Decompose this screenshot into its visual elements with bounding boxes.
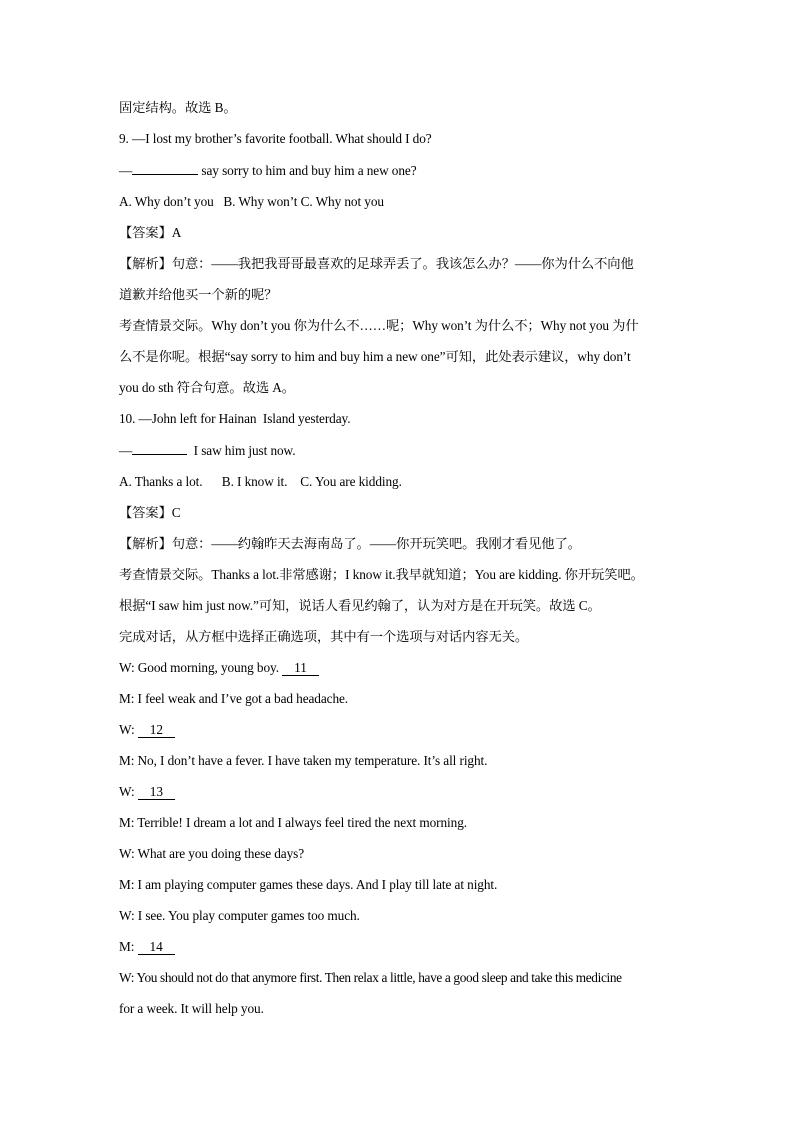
answer-blank (132, 160, 198, 175)
question-10-options: A. Thanks a lot. B. I know it. C. You are kidding. (119, 474, 402, 489)
blank-12: 12 (138, 722, 175, 738)
question-9-analysis: 【解析】句意：——我把我哥哥最喜欢的足球弄丢了。我该怎么办？——你为什么不向他 (119, 256, 634, 271)
question-9-options: A. Why don’t you B. Why won’t C. Why not you (119, 194, 384, 209)
dialogue-line (119, 658, 681, 678)
reply-text: say sorry to him and buy him a new one? (198, 163, 417, 178)
blank-14: 14 (138, 939, 175, 955)
question-9-answer: 【答案】A (119, 225, 182, 240)
dialogue-line: M: I am playing computer games these days. And I play till late at night. (119, 877, 498, 892)
question-10-analysis: 【解析】句意：——约翰昨天去海南岛了。——你开玩笑吧。我刚才看见他了。 (119, 536, 581, 551)
question-9-explanation-end: you do sth 符合句意。故选 A。 (119, 380, 295, 395)
document-page (119, 98, 681, 1019)
dialogue-line: M: No, I don’t have a fever. I have taken my temperature. It’s all right. (119, 753, 488, 768)
question-10-explanation: 考查情景交际。Thanks a lot.非常感谢；I know it.我早就知道；You are kidding. 你开玩笑吧。 (119, 567, 644, 582)
question-9-analysis-cont: 道歉并给他买一个新的呢？ (119, 287, 278, 302)
dash: — (119, 163, 133, 178)
blank-11: 11 (282, 660, 319, 676)
dialogue-line: W: You should not do that anymore first. Then relax a little, have a good sleep and take this medicine (119, 970, 622, 985)
question-9-reply (119, 160, 681, 181)
dialogue-line: M: I feel weak and I’ve got a bad headache. (119, 691, 349, 706)
dialogue-text: W: Good morning, young boy. (119, 660, 283, 675)
question-9-explanation: 考查情景交际。Why don’t you 你为什么不……呢；Why won’t 为什么不；Why not you 为什 (119, 318, 639, 333)
dialogue-text: M: (119, 939, 138, 954)
dash: — (119, 443, 133, 458)
dialogue-line: W: What are you doing these days? (119, 846, 305, 861)
answer-blank (132, 440, 187, 455)
dialogue-line (119, 937, 681, 957)
dialogue-line (119, 720, 681, 740)
dialogue-line: M: Terrible! I dream a lot and I always feel tired the next morning. (119, 815, 467, 830)
text-line: 固定结构。故选 B。 (119, 100, 237, 115)
question-10-explanation-cont: 根据“I saw him just now.”可知，说话人看见约翰了，认为对方是在开玩笑。故选 C。 (119, 598, 601, 613)
section-instruction: 完成对话，从方框中选择正确选项，其中有一个选项与对话内容无关。 (119, 629, 529, 644)
dialogue-line: for a week. It will help you. (119, 1001, 264, 1016)
question-9-explanation-cont: 么不是你呢。根据“say sorry to him and buy him a new one”可知，此处表示建议，why don’t (119, 349, 631, 364)
reply-text: I saw him just now. (187, 443, 296, 458)
question-10-answer: 【答案】C (119, 505, 181, 520)
dialogue-line: W: I see. You play computer games too much. (119, 908, 360, 923)
question-10-reply (119, 440, 681, 461)
question-9-stem: 9. —I lost my brother’s favorite football. What should I do? (119, 131, 432, 146)
dialogue-text: W: (119, 722, 138, 737)
dialogue-line (119, 782, 681, 802)
dialogue-text: W: (119, 784, 138, 799)
question-10-stem: 10. —John left for Hainan Island yesterday. (119, 411, 351, 426)
blank-13: 13 (138, 784, 175, 800)
